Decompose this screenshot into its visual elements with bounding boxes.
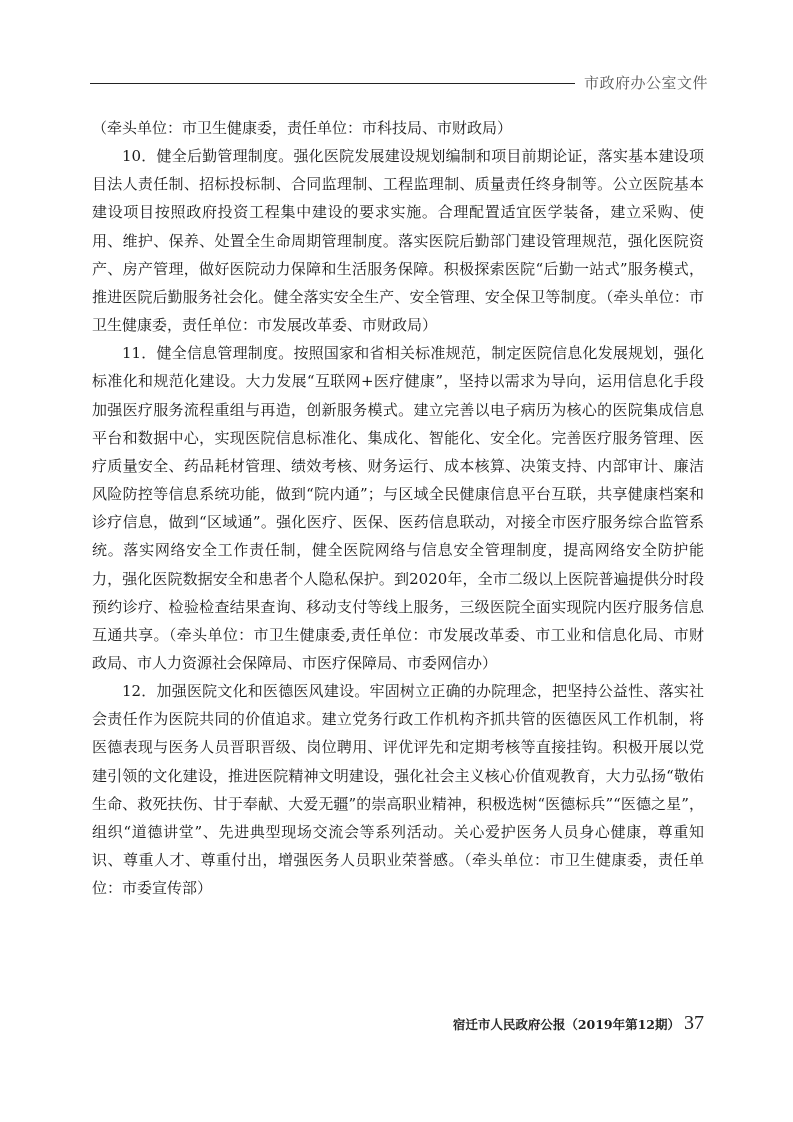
page-footer: [453, 1012, 704, 1035]
footer-page-number: 37: [684, 1012, 704, 1034]
paragraph-responsibility-note: （牵头单位：市卫生健康委，责任单位：市科技局、市财政局）: [92, 119, 513, 137]
paragraph-item-11-information: 11．健全信息管理制度。按照国家和省相关标准规范，制定医院信息化发展规划，强化标准化和规范化建设。大力发展“互联网+医疗健康”，坚持以需求为导向，运用信息化手段加强医疗服务流程重组与再造，创新服务模式。建立完善以电子病历为核心的医院集成信息平台和数据中心，实现医院信息标准化、集成化、智能化、安全化。完善医疗服务管理、医疗质量安全、药品耗材管理、绩效考核、财务运行、成本核算、决策支持、内部审计、廉洁风险防控等信息系统功能，做到“院内通”；与区域全民健康信息平台互联，共享健康档案和诊疗信息，做到“区域通”。强化医疗、医保、医药信息联动，对接全市医疗服务综合监管系统。落实网络安全工作责任制，健全医院网络与信息安全管理制度，提高网络安全防护能力，强化医院数据安全和患者个人隐私保护。到2020年，全市二级以上医院普遍提供分时段预约诊疗、检验检查结果查询、移动支付等线上服务，三级医院全面实现院内医疗服务信息互通共享。（牵头单位：市卫生健康委,责任单位：市发展改革委、市工业和信息化局、市财政局、市人力资源社会保障局、市医疗保障局、市委网信办）: [92, 344, 704, 672]
paragraph-item-12-culture: 12．加强医院文化和医德医风建设。牢固树立正确的办院理念，把坚持公益性、落实社会责任作为医院共同的价值追求。建立党务行政工作机构齐抓共管的医德医风工作机制，将医德表现与医务人员晋职晋级、岗位聘用、评优评先和定期考核等直接挂钩。积极开展以党建引领的文化建设，推进医院精神文明建设，强化社会主义核心价值观教育，大力弘扬“敬佑生命、救死扶伤、甘于奉献、大爱无疆”的崇高职业精神，积极选树“医德标兵”“医德之星”，组织“道德讲堂”、先进典型现场交流会等系列活动。关心爱护医务人员身心健康，尊重知识、尊重人才、尊重付出，增强医务人员职业荣誉感。（牵头单位：市卫生健康委，责任单位：市委宣传部）: [92, 682, 704, 898]
header-rule: [90, 83, 575, 84]
header-section-label: 市政府办公室文件: [584, 74, 709, 92]
document-body: [92, 114, 704, 902]
paragraph-item-10-logistics: 10．健全后勤管理制度。强化医院发展建设规划编制和项目前期论证，落实基本建设项目法人责任制、招标投标制、合同监理制、工程监理制、质量责任终身制等。公立医院基本建设项目按照政府投资工程集中建设的要求实施。合理配置适宜医学装备，建立采购、使用、维护、保养、处置全生命周期管理制度。落实医院后勤部门建设管理规范，强化医院资产、房产管理，做好医院动力保障和生活服务保障。积极探索医院“后勤一站式”服务模式，推进医院后勤服务社会化。健全落实安全生产、安全管理、安全保卫等制度。（牵头单位：市卫生健康委，责任单位：市发展改革委、市财政局）: [92, 147, 704, 335]
footer-publication: 宿迁市人民政府公报（2019年第12期）: [452, 1017, 680, 1032]
